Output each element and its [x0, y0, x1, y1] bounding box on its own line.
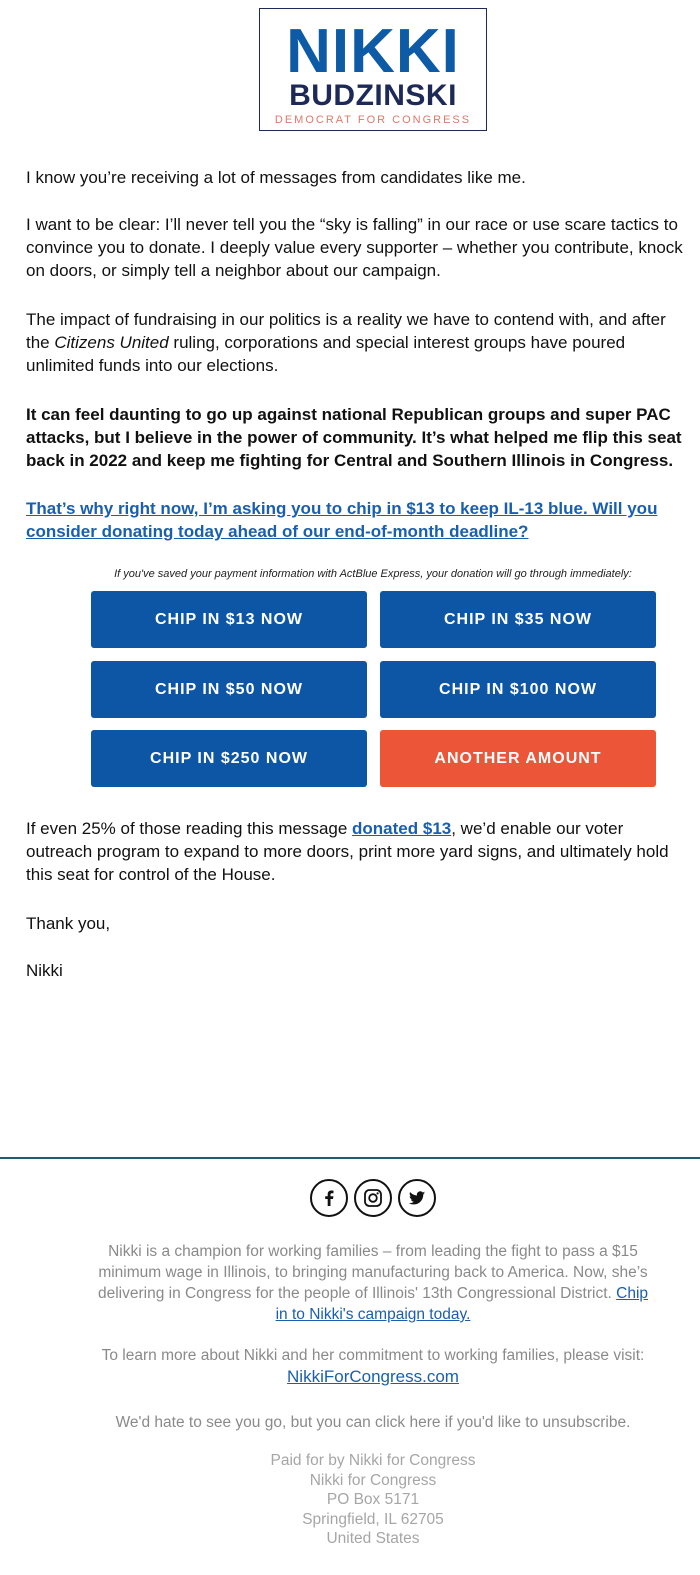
citizens-united-italic: Citizens United	[54, 333, 169, 352]
donated-13-link[interactable]: donated $13	[352, 819, 452, 838]
thank-you-text: Thank you,	[26, 914, 111, 933]
footer-line: To learn more about Nikki and her commitment to working families, please visit:	[101, 1347, 645, 1364]
instagram-icon[interactable]	[354, 1179, 392, 1217]
footer-divider	[0, 1157, 700, 1159]
paragraph-line: on doors, or simply tell a neighbor about our campaign.	[26, 261, 441, 280]
footer-address	[0, 1451, 700, 1549]
paragraph-intro	[26, 166, 700, 189]
twitter-icon[interactable]	[398, 1179, 436, 1217]
footer-line: minimum wage in Illinois, to bringing manufacturing back to America. Now, she’s	[98, 1264, 648, 1281]
paragraph-line: If even 25% of those reading this message donated $13, we’d enable our voter	[26, 819, 624, 838]
paragraph-line: The impact of fundraising in our politics is a reality we have to contend with, and after	[26, 310, 666, 329]
logo-tagline: DEMOCRAT FOR CONGRESS	[274, 114, 472, 126]
paragraph-community	[26, 403, 700, 472]
website-link[interactable]: NikkiForCongress.com	[287, 1367, 459, 1386]
donate-ask-link-line[interactable]: That’s why right now, I’m asking you to chip in $13 to keep IL-13 blue. Will you	[26, 499, 658, 518]
paragraph-line: outreach program to expand to more doors, print more yard signs, and ultimately hold	[26, 842, 669, 861]
paragraph-clear	[26, 213, 700, 282]
paragraph-line: I know you’re receiving a lot of messages from candidates like me.	[26, 168, 526, 187]
chip-in-50-button[interactable]: CHIP IN $50 NOW	[91, 661, 367, 718]
footer-line: delivering in Congress for the people of Illinois' 13th Congressional District. Chip	[97, 1285, 649, 1302]
another-amount-button[interactable]: ANOTHER AMOUNT	[380, 730, 656, 787]
paragraph-line: I want to be clear: I’ll never tell you the “sky is falling” in our race or use scare tactics to	[26, 215, 678, 234]
paragraph-impact	[26, 817, 700, 886]
actblue-note: If you've saved your payment information with ActBlue Express, your donation will go through immediately:	[114, 568, 632, 580]
chip-in-100-button[interactable]: CHIP IN $100 NOW	[380, 661, 656, 718]
address-line: Nikki for Congress	[309, 1471, 437, 1489]
logo-name: NIKKI	[286, 17, 460, 86]
paragraph-fundraising	[26, 308, 700, 377]
paragraph-line: convince you to donate. I deeply value every supporter – whether you contribute, knock	[26, 238, 683, 257]
donate-ask-link[interactable]	[26, 497, 700, 543]
paragraph-line: the Citizens United ruling, corporations and special interest groups have poured	[26, 333, 626, 352]
footer-about	[80, 1241, 666, 1325]
paragraph-line: this seat for control of the House.	[26, 865, 276, 884]
donate-ask-link-line[interactable]: consider donating today ahead of our end-of-month deadline?	[26, 522, 529, 541]
chip-in-250-button[interactable]: CHIP IN $250 NOW	[91, 730, 367, 787]
chip-in-13-button[interactable]: CHIP IN $13 NOW	[91, 591, 367, 648]
signature-text: Nikki	[26, 961, 63, 980]
paragraph-line: unlimited funds into our elections.	[26, 356, 279, 375]
chip-in-link[interactable]: Chip	[616, 1285, 649, 1302]
address-line: Springfield, IL 62705	[302, 1510, 444, 1528]
address-line: PO Box 5171	[326, 1491, 420, 1508]
footer-line: Nikki is a champion for working families – from leading the fight to pass a $15	[108, 1243, 638, 1260]
address-line: United States	[326, 1530, 420, 1547]
paragraph-line: It can feel daunting to go up against national Republican groups and super PAC	[26, 405, 671, 424]
chip-in-35-button[interactable]: CHIP IN $35 NOW	[380, 591, 656, 648]
paragraph-line: back in 2022 and keep me fighting for Central and Southern Illinois in Congress.	[26, 451, 674, 470]
facebook-icon[interactable]	[310, 1179, 348, 1217]
address-line: Paid for by Nikki for Congress	[270, 1452, 476, 1469]
chip-in-link-cont[interactable]: in to Nikki's campaign today.	[275, 1306, 471, 1323]
footer-learn-more	[80, 1345, 666, 1388]
paragraph-line: attacks, but I believe in the power of community. It’s what helped me flip this seat	[26, 428, 682, 447]
logo-surname: BUDZINSKI	[289, 79, 457, 112]
unsubscribe-text[interactable]: We'd hate to see you go, but you can click here if you'd like to unsubscribe.	[115, 1414, 631, 1431]
campaign-logo	[259, 8, 487, 131]
